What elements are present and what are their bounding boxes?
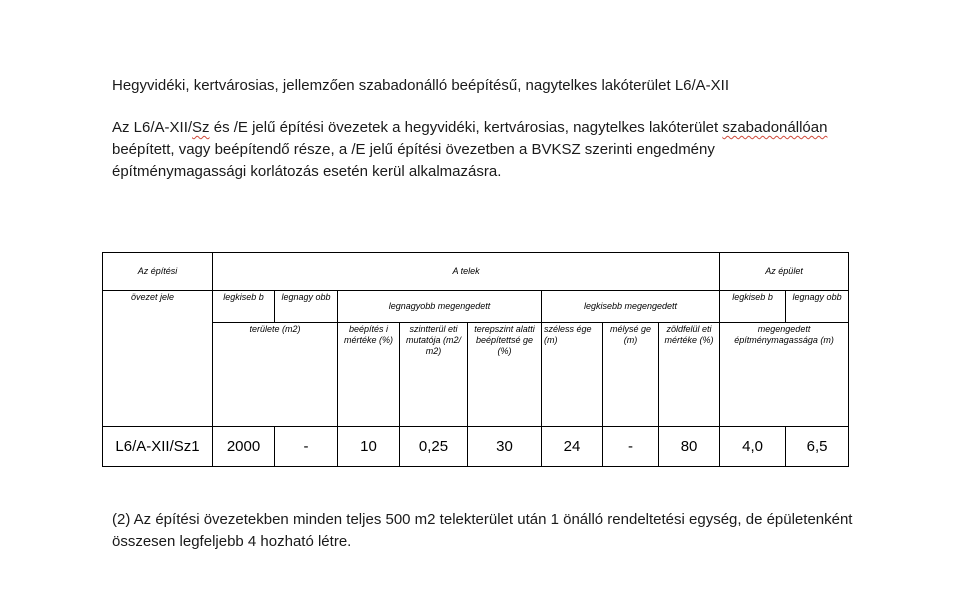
underground-header: terepszint alatti beépítettsé ge (%) — [468, 323, 542, 427]
intro-text-a: Az L6/A-XII/ — [112, 119, 193, 136]
building-min-header: legkiseb b — [720, 291, 786, 323]
building-group-header: Az épület — [720, 253, 849, 291]
width-cell: 24 — [542, 427, 603, 467]
rule-paragraph: (2) Az építési övezetekben minden teljes 500 m2 telekterület után 1 önálló rendeltetési egység, de épületenként összesen legfeljebb 4 hozható létre. — [112, 511, 853, 550]
zoning-table — [102, 252, 849, 467]
width-header: széless ége (m) — [542, 323, 603, 427]
coverage-header: beépítés i mértéke (%) — [338, 323, 400, 427]
max-allowed-header: legnagyobb megengedett — [338, 291, 542, 323]
height-max-cell: 6,5 — [786, 427, 849, 467]
intro-text-b: és /E jelű építési övezetek a hegyvidéki, kertvárosias, nagytelkes lakóterület — [209, 119, 719, 136]
floor-area-cell: 0,25 — [400, 427, 468, 467]
depth-header: mélysé ge (m) — [603, 323, 659, 427]
depth-cell: - — [603, 427, 659, 467]
zone-cell: L6/A-XII/Sz1 — [103, 427, 213, 467]
underground-cell: 30 — [468, 427, 542, 467]
plot-area-header: területe (m2) — [213, 323, 338, 427]
area-max-cell: - — [275, 427, 338, 467]
intro-text-c: beépített, vagy beépítendő része, a /E jelű építési övezetben a BVKSZ szerinti engedmény építménymagassági korlátozás esetén kerül alkalmazásra. — [112, 141, 715, 180]
spellcheck-word: szabadonállóan — [722, 119, 828, 136]
min-allowed-header: legkisebb megengedett — [542, 291, 720, 323]
coverage-cell: 10 — [338, 427, 400, 467]
plot-max-header: legnagy obb — [275, 291, 338, 323]
plot-min-header: legkiseb b — [213, 291, 275, 323]
spellcheck-word: Sz — [192, 119, 210, 136]
section-title: Hegyvidéki, kertvárosias, jellemzően szabadonálló beépítésű, nagytelkes lakóterület L6/A-XII — [112, 77, 730, 94]
zone-header-top: Az építési — [103, 253, 213, 291]
green-cell: 80 — [659, 427, 720, 467]
area-min-cell: 2000 — [213, 427, 275, 467]
intro-paragraph — [112, 117, 852, 183]
zone-header-bottom: övezet jele — [103, 291, 213, 427]
plot-group-header: A telek — [213, 253, 720, 291]
floor-area-header: szintterül eti mutatója (m2/ m2) — [400, 323, 468, 427]
height-header: megengedett építménymagassága (m) — [720, 323, 849, 427]
green-header: zöldfelül eti mértéke (%) — [659, 323, 720, 427]
building-max-header: legnagy obb — [786, 291, 849, 323]
height-min-cell: 4,0 — [720, 427, 786, 467]
